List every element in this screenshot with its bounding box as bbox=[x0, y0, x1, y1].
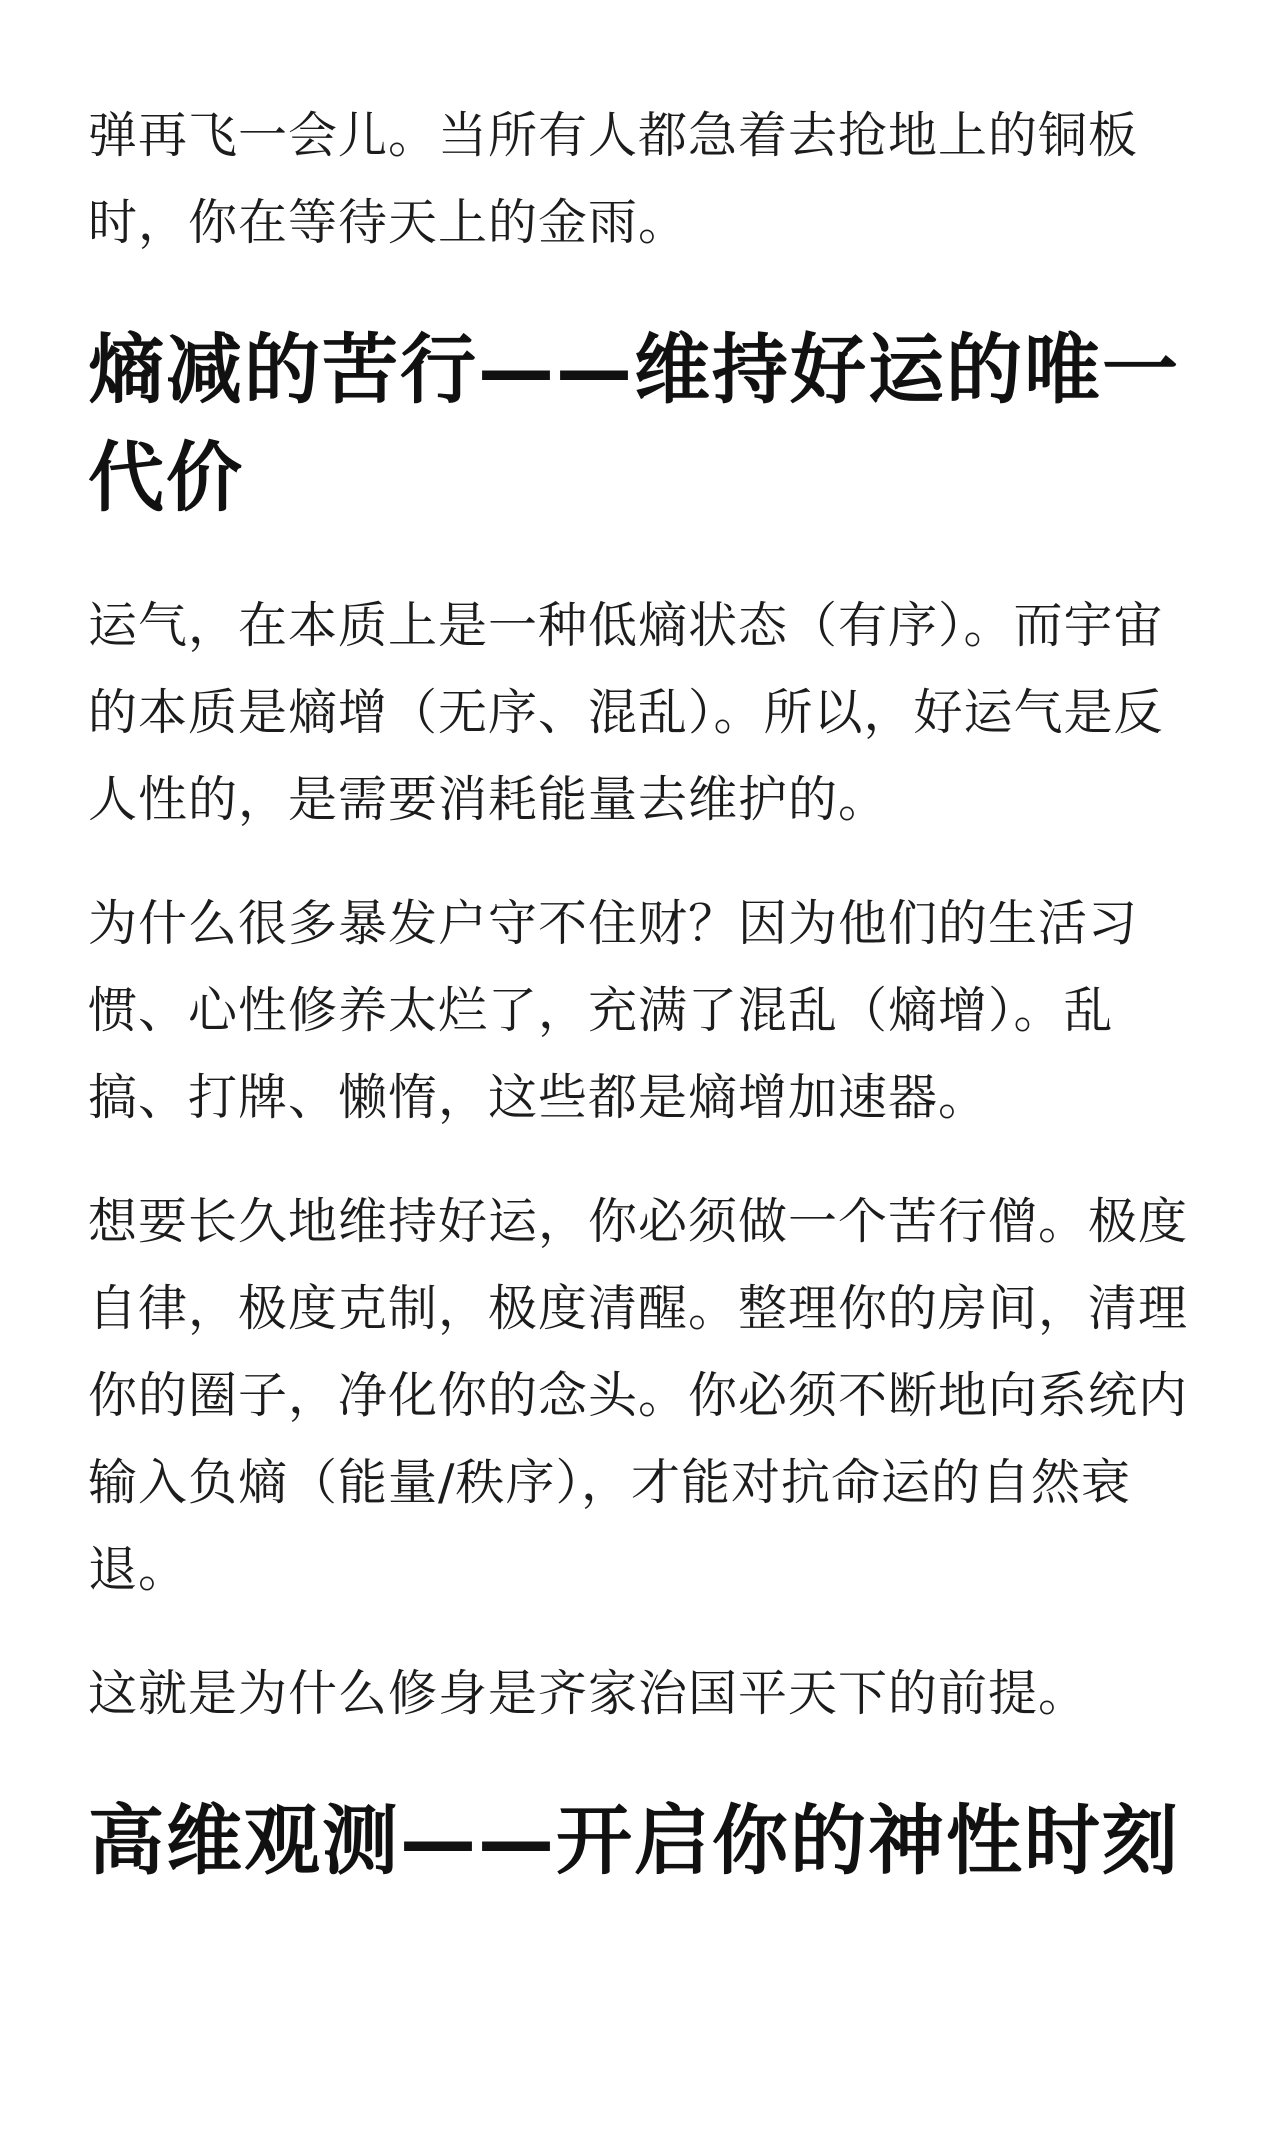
paragraph-self-cultivation: 这就是为什么修身是齐家治国平天下的前提。 bbox=[88, 1665, 1089, 1722]
paragraph-intro-continuation: 弹再飞一会儿。当所有人都急着去抢地上的铜板时，你在等待天上的金雨。 bbox=[88, 107, 1139, 251]
paragraph-nouveau-riche: 为什么很多暴发户守不住财？因为他们的生活习惯、心性修养太烂了，充满了混乱（熵增）。乱搞、打牌、懒惰，这些都是熵增加速器。 bbox=[88, 895, 1139, 1126]
paragraph-luck-low-entropy: 运气，在本质上是一种低熵状态（有序）。而宇宙的本质是熵增（无序、混乱）。所以，好运气是反人性的，是需要消耗能量去维护的。 bbox=[88, 597, 1164, 828]
paragraph-ascetic-discipline: 想要长久地维持好运，你必须做一个苦行僧。极度自律，极度克制，极度清醒。整理你的房间，清理你的圈子，净化你的念头。你必须不断地向系统内输入负熵（能量/秩序），才能对抗命运的自然衰退。 bbox=[88, 1193, 1189, 1598]
section-heading-entropy: 熵减的苦行——维持好运的唯一代价 bbox=[88, 325, 1180, 522]
section-heading-high-dimension: 高维观测——开启你的神性时刻 bbox=[88, 1796, 1180, 1885]
